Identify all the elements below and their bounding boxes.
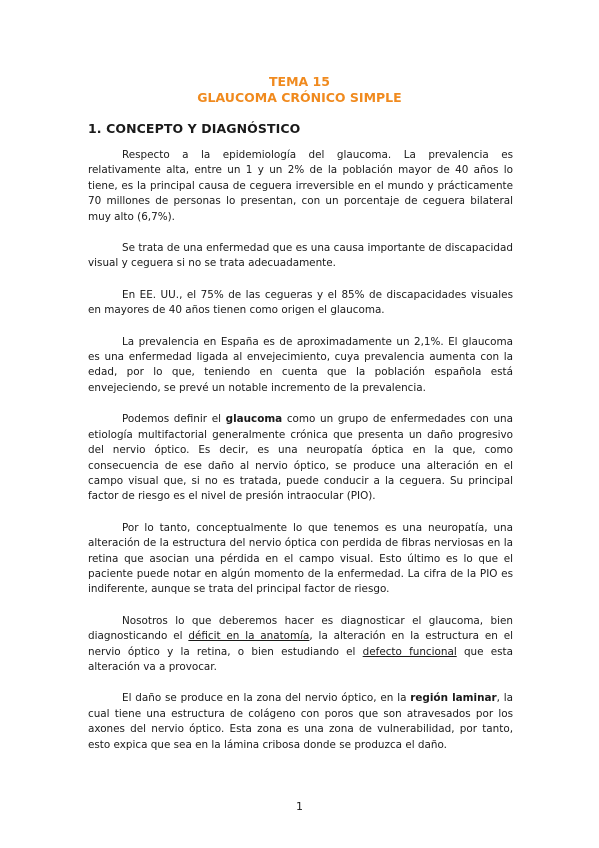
paragraph-diagnosis xyxy=(88,614,513,676)
functional-defect-term: defecto funcional xyxy=(362,645,457,658)
definition-text-end: como un grupo de enfermedades con una etiología multifactorial generalmente crónica que presenta un daño progresivo del nervio óptico. Es decir, es una neuropatía óptica en la que, como consecuencia de ese daño al nervio óptico, se produce una alteración en el campo visual que, si no es tratada, puede conducir a la ceguera. Su principal factor de riesgo es el nivel de presión intraocular (PIO). xyxy=(88,413,513,503)
paragraph-epidemiology: Respecto a la epidemiología del glaucoma. La prevalencia es relativamente alta, entre un 1 y un 2% de la población mayor de 40 años lo tiene, es la principal causa de ceguera irreversible en el mundo y prácticamente 70 millones de personas lo presentan, con un porcentaje de ceguera bilateral muy alto (6,7%). xyxy=(88,149,513,223)
diagnosis-text-a: Nosotros lo que deberemos hacer es diagnosticar el glaucoma, bien diagnosticando el xyxy=(88,614,513,643)
anatomy-deficit-term: déficit en la anatomía xyxy=(188,630,310,643)
document-body xyxy=(88,148,513,769)
definition-text-start: Podemos definir el xyxy=(122,413,226,426)
paragraph-spain-prevalence: La prevalencia en España es de aproximadamente un 2,1%. El glaucoma es una enfermedad ligada al envejecimiento, cuya prevalencia aumenta con la edad, por lo que, teniendo en cuenta que la población española está envejeciendo, se prevé un notable incremento de la prevalencia. xyxy=(88,335,513,394)
topic-number: TEMA 15 xyxy=(269,74,330,89)
paragraph-usa-statistics: En EE. UU., el 75% de las cegueras y el 85% de discapacidades visuales en mayores de 40 años tienen como origen el glaucoma. xyxy=(88,288,513,317)
glaucoma-term: glaucoma xyxy=(225,413,283,426)
paragraph-neuropathy: Por lo tanto, conceptualmente lo que tenemos es una neuropatía, una alteración de la estructura del nervio óptica con perdida de fibras nerviosas en la retina que asocian una pérdida en el campo visual. Esto último es lo que el paciente puede notar en algún momento de la enfermedad. La cifra de la PIO es indiferente, aunque se trata del principal factor de riesgo. xyxy=(88,521,513,596)
document-title: GLAUCOMA CRÓNICO SIMPLE xyxy=(197,90,402,105)
paragraph-visual-disability: Se trata de una enfermedad que es una causa importante de discapacidad visual y ceguera si no se trata adecuadamente. xyxy=(88,242,513,270)
paragraph-definition xyxy=(88,412,513,504)
title-block xyxy=(0,74,599,106)
paragraph-damage-location xyxy=(88,691,513,753)
section-heading: 1. CONCEPTO Y DIAGNÓSTICO xyxy=(88,121,301,136)
diagnosis-text-b: , la alteración en la estructura en el nervio óptico y la retina, o bien estudiando el xyxy=(88,630,513,658)
laminar-region-term: región laminar xyxy=(410,692,497,705)
page-number: 1 xyxy=(296,800,303,813)
diagnosis-text-c: que esta alteración va a provocar. xyxy=(88,645,513,673)
damage-text-a: El daño se produce en la zona del nervio óptico, en la xyxy=(122,692,411,705)
damage-text-b: , la cual tiene una estructura de colágeno con poros que son atravesados por los axones del nervio óptico. Esta zona es una zona de vulnerabilidad, por tanto, esto expica que sea en la lámina cribosa donde se produzca el daño. xyxy=(88,692,513,751)
